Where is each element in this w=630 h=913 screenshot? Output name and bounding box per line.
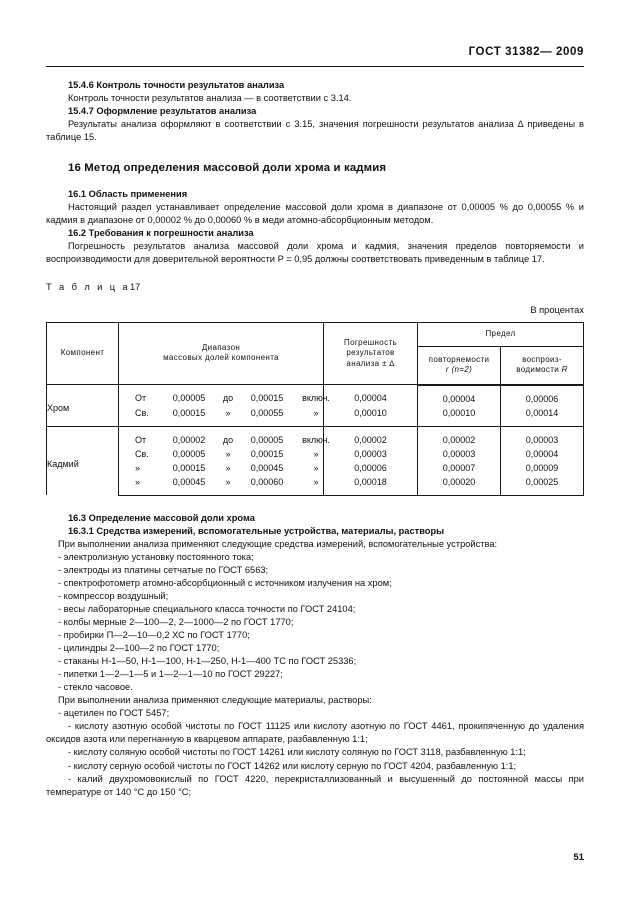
paragraph-15-4-7: Результаты анализа оформляют в соответствии с 3.15, значения погрешности результатов анализа ∆ приведены в таблице 15. [46,119,584,143]
heading-15-4-6: 15.4.6 Контроль точности результатов анализа [68,80,285,90]
table-caption [46,281,584,294]
cell-range: От 0,00005 до 0,00015 включ. [119,385,324,406]
list-instruments [46,551,584,695]
paragraph-16-2: Погрешность результатов анализа массовой доли хрома и кадмия, значения пределов повторяемости и воспроизводимости для доверительной вероятности P = 0,95 должны соответствовать приведенным в таблице 17. [46,241,584,265]
th-range [119,322,324,385]
list-item: - пробирки П—2—10—0,2 ХС по ГОСТ 1770; [58,630,250,641]
heading-16-2: 16.2 Требования к погрешности анализа [68,228,254,239]
cell-range: Св. 0,00015 » 0,00055 » [119,406,324,427]
list-item: - спектрофотометр атомно-абсорбционный с источником излучения на хром; [58,577,392,588]
list-item: - кислоту азотную особой чистоты по ГОСТ 11125 или кислоту азотную по ГОСТ 4461, прокипяченную до удаления оксидов азота или перегнанную в кварцевом аппарате, разбавленную 1:1; [46,721,584,745]
cell-error: 0,00010 [324,406,418,427]
cell-error: 0,00006 [324,461,418,475]
page-number: 51 [573,852,584,863]
list-item: - электролизную установку постоянного тока; [58,551,254,562]
cell-repeatability: 0,00003 [418,447,501,461]
list-item: - весы лабораторные специального класса точности по ГОСТ 24104; [58,603,356,614]
cell-component: Кадмий [47,426,119,495]
cell-reproducibility: 0,00014 [501,406,584,427]
th-range-line2: массовых долей компонента [163,353,279,363]
cell-error: 0,00003 [324,447,418,461]
cell-repeatability: 0,00020 [418,475,501,496]
list-materials [46,707,584,798]
list-item: - электроды из платины сетчатые по ГОСТ 6563; [58,564,269,575]
list-item: - стекло часовое. [58,682,133,693]
th-error [324,322,418,385]
cell-repeatability: 0,00010 [418,406,501,427]
list-item: - кислоту серную особой чистоты по ГОСТ 14262 или кислоту серную по ГОСТ 4204, разбавленную 1:1; [68,760,517,771]
cell-error: 0,00018 [324,475,418,496]
cell-range: От 0,00002 до 0,00005 включ. [119,426,324,447]
page-content [46,79,584,799]
list-item: - ацетилен по ГОСТ 5457; [58,708,170,719]
table-row [47,475,584,496]
table-row [47,461,584,475]
table-17-body [47,385,584,496]
heading-16-3: 16.3 Определение массовой доли хрома [68,512,255,523]
th-repeatability [418,346,501,385]
table-caption-word: Т а б л и ц а [46,281,130,292]
paragraph-instruments-intro: При выполнении анализа применяют следующие средства измерений, вспомогательные устройства: [58,538,498,549]
cell-range: » 0,00015 » 0,00045 » [119,461,324,475]
cell-component: Хром [47,385,119,427]
list-item: - пипетки 1—2—1—5 и 1—2—1—10 по ГОСТ 29227; [58,669,283,680]
list-item: - цилиндры 2—100—2 по ГОСТ 1770; [58,643,220,654]
th-reproducibility [501,346,584,385]
cell-error: 0,00004 [324,385,418,406]
list-item: - стаканы Н-1—50, Н-1—100, Н-1—250, Н-1—400 ТС по ГОСТ 25336; [58,656,357,667]
table-units-note: В процентах [530,304,584,315]
cell-reproducibility: 0,00009 [501,461,584,475]
th-reproducibility-line1: воспроиз- [522,354,562,364]
th-repeatability-symbol: r [445,365,449,375]
table-row [47,447,584,461]
heading-15-4-7: 15.4.7 Оформление результатов анализа [68,106,257,117]
cell-repeatability: 0,00007 [418,461,501,475]
header-rule [46,66,584,67]
th-reproducibility-line2: водимости [516,365,560,375]
paragraph-15-4-6: Контроль точности результатов анализа — в соответствии с 3.14. [68,93,352,104]
heading-section-16: 16 Метод определения массовой доли хрома и кадмия [68,162,387,175]
list-item: - компрессор воздушный; [58,590,169,601]
paragraph-materials-intro: При выполнении анализа применяют следующие материалы, растворы: [58,695,372,706]
cell-range: » 0,00045 » 0,00060 » [119,475,324,496]
table-row [47,426,584,447]
running-header-standard-number: ГОСТ 31382— 2009 [468,46,584,58]
cell-reproducibility: 0,00006 [501,385,584,406]
cell-range: Св. 0,00005 » 0,00015 » [119,447,324,461]
paragraph-16-1: Настоящий раздел устанавливает определение массовой доли хрома в диапазоне от 0,00005 % до 0,00055 % и кадмия в диапазоне от 0,00002 % до 0,00060 % в меди атомно-абсорбционным методом. [46,202,584,226]
th-error-line2: результатов [346,348,395,358]
cell-repeatability: 0,00004 [418,385,501,406]
th-range-line1: Диапазон [201,342,241,352]
cell-reproducibility: 0,00003 [501,426,584,447]
th-reproducibility-symbol: R [561,365,568,375]
cell-error: 0,00002 [324,426,418,447]
cell-reproducibility: 0,00025 [501,475,584,496]
table-caption-number: 17 [130,281,141,292]
cell-reproducibility: 0,00004 [501,447,584,461]
heading-16-3-1: 16.3.1 Средства измерений, вспомогательные устройства, материалы, растворы [68,525,445,536]
th-component: Компонент [47,322,119,385]
cell-repeatability: 0,00002 [418,426,501,447]
heading-16-1: 16.1 Область применения [68,189,188,200]
table-17 [46,322,584,496]
th-error-line3: анализа ± ∆ [346,358,395,368]
th-repeatability-line1: повторяемости [428,354,490,364]
list-item: - калий двухромовокислый по ГОСТ 4220, перекристаллизованный и высушенный до постоянной массы при температуре от 140 °С до 150 °С; [46,773,584,797]
th-limit-group: Предел [418,322,584,346]
th-error-line1: Погрешность [344,337,397,347]
list-item: - колбы мерные 2—100—2, 2—1000—2 по ГОСТ 1770; [58,616,294,627]
table-row [47,406,584,427]
table-row [47,385,584,406]
list-item: - кислоту соляную особой чистоты по ГОСТ 14261 или кислоту соляную по ГОСТ 3118, разбавленную 1:1; [68,747,526,758]
th-repeatability-n: (n=2) [448,365,473,375]
